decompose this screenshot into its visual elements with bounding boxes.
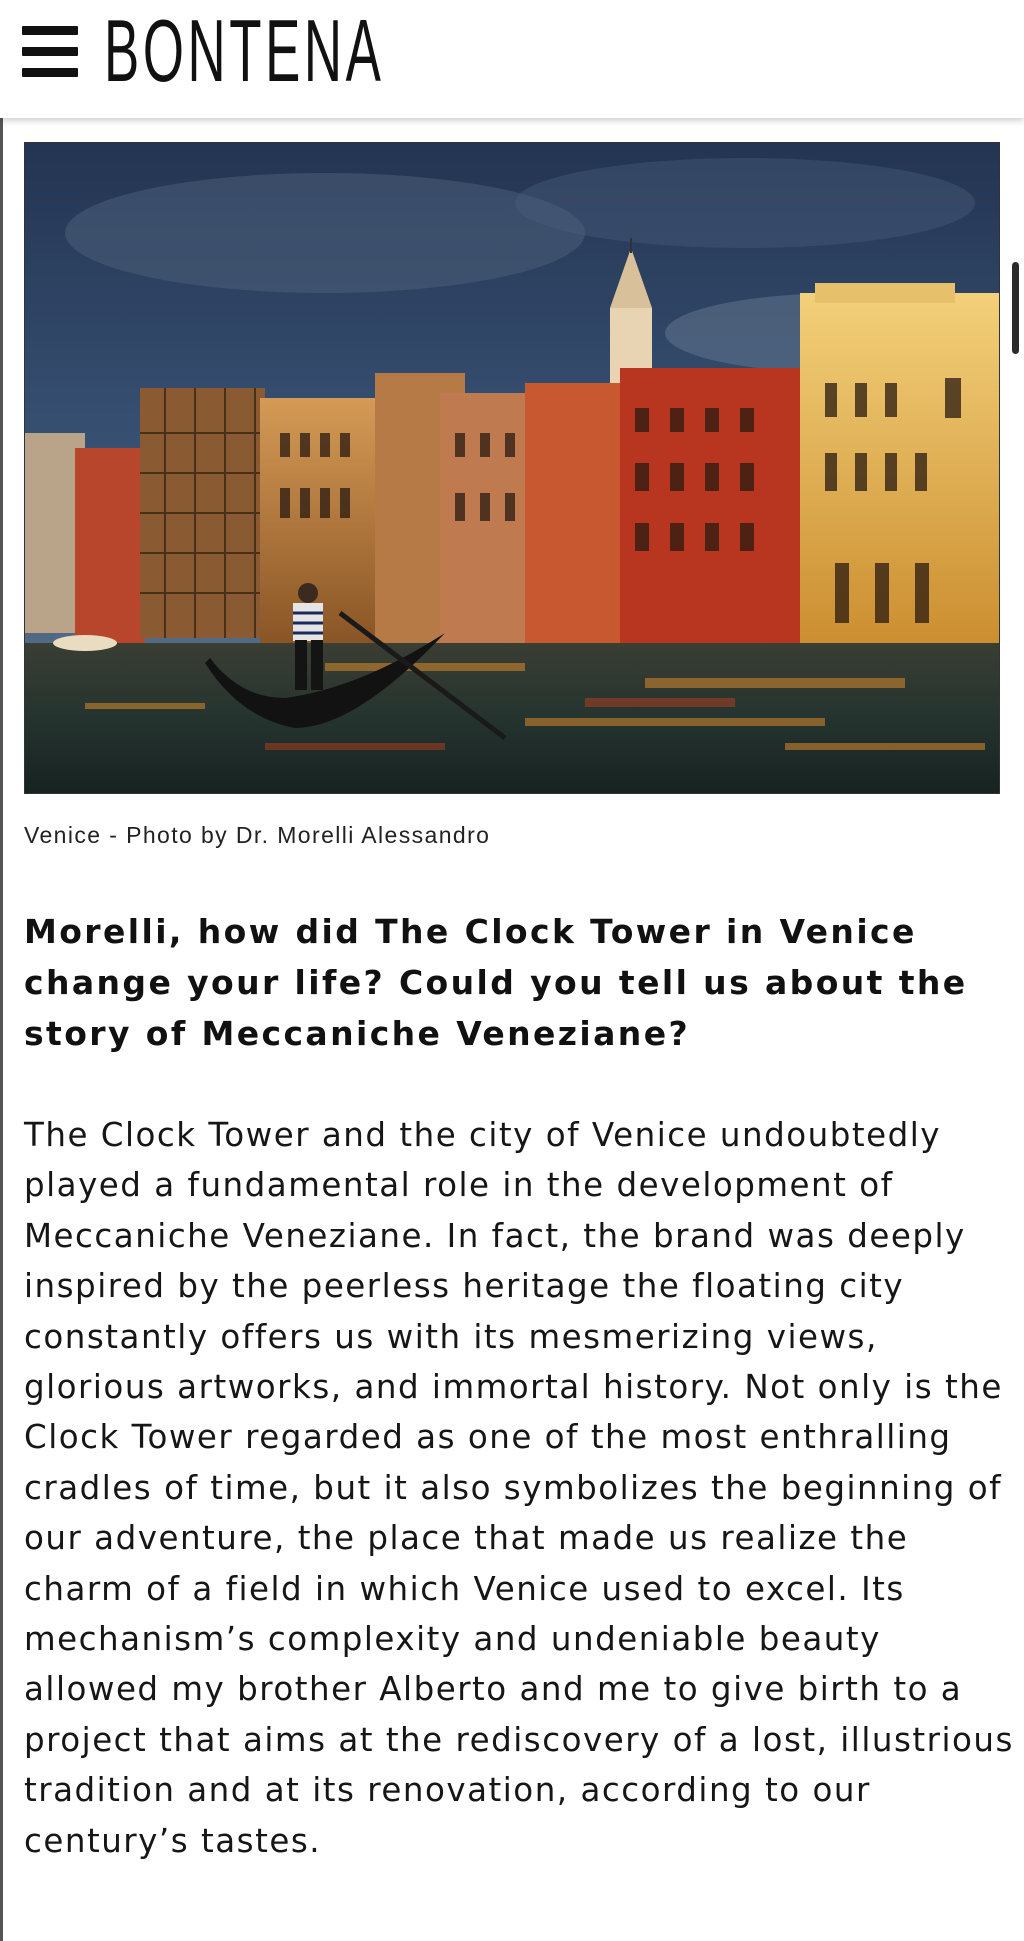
brand-logo[interactable]: BONTENA: [104, 1, 385, 100]
page-left-border: [0, 118, 3, 1941]
site-header: [0, 0, 1024, 118]
scrollbar-thumb[interactable]: [1012, 262, 1019, 354]
venice-hero-image: [24, 142, 1000, 794]
interview-answer: The Clock Tower and the city of Venice undoubtedly played a fundamental role in the development of Meccaniche Veneziane. In fact, the brand was deeply inspired by the peerless heritage the floating city constantly offers us with its mesmerizing views, glorious artworks, and immortal history. Not only is the Clock Tower regarded as one of the most enthralling cradles of time, but it also symbolizes the beginning of our adventure, the place that made us realize the charm of a field in which Venice used to excel. Its mechanism’s complexity and undeniable beauty allowed my brother Alberto and me to give birth to a project that aims at the rediscovery of a lost, illustrious tradition and at its renovation, according to our century’s tastes.: [24, 1116, 1014, 1860]
interview-question: Morelli, how did The Clock Tower in Venice change your life? Could you tell us about the story of Meccaniche Veneziane?: [24, 912, 968, 1053]
image-caption: Venice - Photo by Dr. Morelli Alessandro: [24, 822, 491, 848]
hamburger-menu-icon[interactable]: [22, 26, 78, 78]
